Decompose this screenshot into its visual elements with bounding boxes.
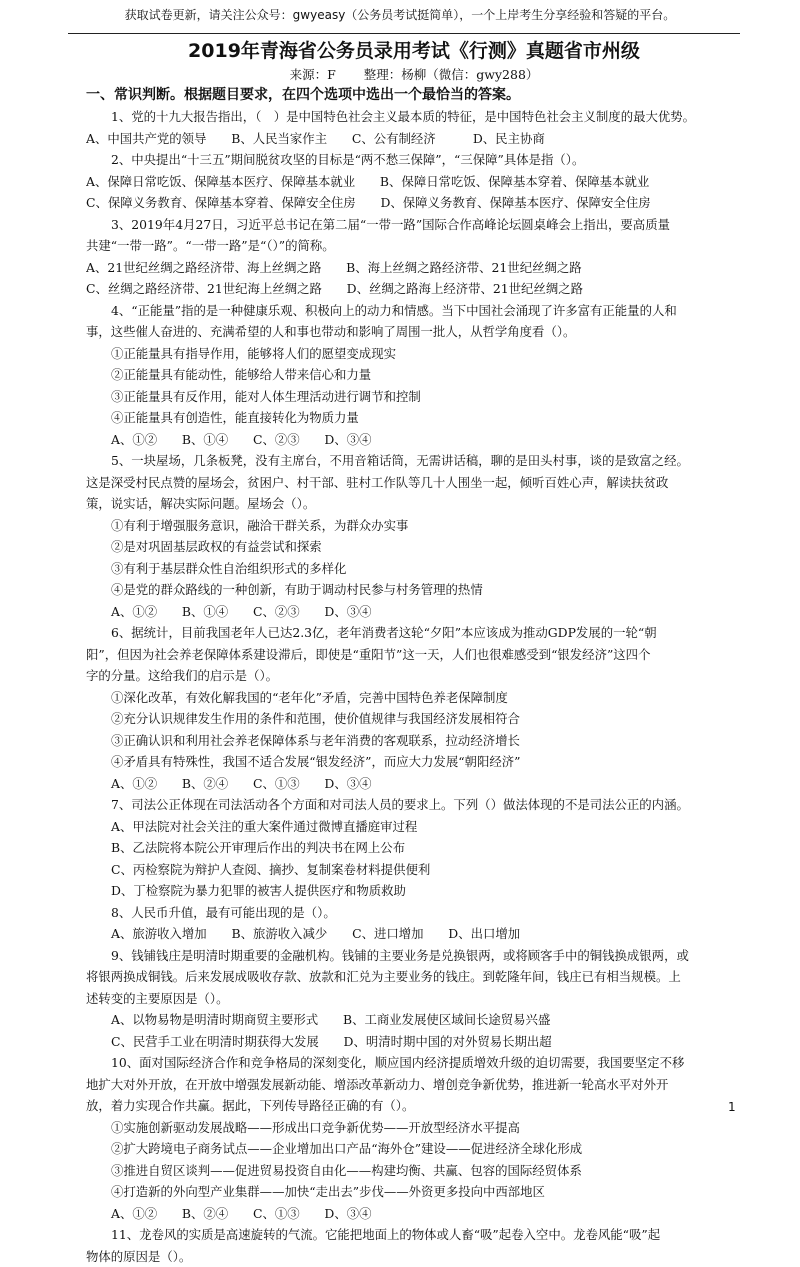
question-line: 事，这些催人奋进的、充满希望的人和事也带动和影响了周围一批人，从哲学角度看（）。 [86, 321, 742, 343]
question-line: 地扩大对外开放，在开放中增强发展新动能、增添改革新动力、增创竞争新优势，推进新一轮高水平对外开 [86, 1074, 742, 1096]
question-line: ②扩大跨境电子商务试点——企业增加出口产品“海外仓”建设——促进经济全球化形成 [86, 1138, 742, 1160]
question-line: 阳”，但因为社会养老保障体系建设滞后，即使是“重阳节”这一天，人们也很难感受到“银发经济”这四个 [86, 644, 742, 666]
question-line: A、甲法院对社会关注的重大案件通过微博直播庭审过程 [86, 816, 742, 838]
question-line: ④正能量具有创造性，能直接转化为物质力量 [86, 407, 742, 429]
question-line: 5、一块屋场，几条板凳，没有主席台，不用音箱话筒，无需讲话稿，聊的是田头村事，谈的是致富之经。 [86, 450, 742, 472]
question-line: ④是党的群众路线的一种创新，有助于调动村民参与村务管理的热情 [86, 579, 742, 601]
question-line: ①有利于增强服务意识，融洽干群关系，为群众办实事 [86, 515, 742, 537]
question-line: A、21世纪丝绸之路经济带、海上丝绸之路 B、海上丝绸之路经济带、21世纪丝绸之路 [86, 257, 742, 279]
document-page [86, 36, 742, 1267]
question-line: C、民营手工业在明清时期获得大发展 D、明清时期中国的对外贸易长期出超 [86, 1031, 742, 1053]
question-line: 策，说实话，解决实际问题。屋场会（）。 [86, 493, 742, 515]
source-editor: 整理：杨柳（微信：gwy288） [364, 67, 539, 82]
question-line: A、①② B、②④ C、①③ D、③④ [86, 773, 742, 795]
question-line: 9、钱铺钱庄是明清时期重要的金融机构。钱铺的主要业务是兑换银两，或将顾客手中的铜钱换成银两，或 [86, 945, 742, 967]
question-line: C、丙检察院为辩护人查阅、摘抄、复制案卷材料提供便利 [86, 859, 742, 881]
question-line: ②正能量具有能动性，能够给人带来信心和力量 [86, 364, 742, 386]
question-line: 这是深受村民点赞的屋场会，贫困户、村干部、驻村工作队等几十人围坐一起，倾听百姓心声，解读扶贫政 [86, 472, 742, 494]
question-line: B、乙法院将本院公开审理后作出的判决书在网上公布 [86, 837, 742, 859]
question-line: 4、“正能量”指的是一种健康乐观、积极向上的动力和情感。当下中国社会涌现了许多富有正能量的人和 [86, 300, 742, 322]
document-title: 2019年青海省公务员录用考试《行测》真题省市州级 [86, 36, 742, 66]
question-line: 将银两换成铜钱。后来发展成吸收存款、放款和汇兑为主要业务的钱庄。到乾隆年间，钱庄已有相当规模。上 [86, 966, 742, 988]
question-line: ④矛盾具有特殊性，我国不适合发展“银发经济”，而应大力发展“朝阳经济” [86, 751, 742, 773]
question-line: 6、据统计，目前我国老年人已达2.3亿，老年消费者这轮“夕阳”本应该成为推动GDP发展的一轮“朝 [86, 622, 742, 644]
question-line: ③正能量具有反作用，能对人体生理活动进行调节和控制 [86, 386, 742, 408]
question-line: ③推进自贸区谈判——促进贸易投资自由化——构建均衡、共赢、包容的国际经贸体系 [86, 1160, 742, 1182]
question-line: 述转变的主要原因是（）。 [86, 988, 742, 1010]
question-line: ④打造新的外向型产业集群——加快“走出去”步伐——外资更多投向中西部地区 [86, 1181, 742, 1203]
question-line: 10、面对国际经济合作和竞争格局的深刻变化，顺应国内经济提质增效升级的迫切需要，我国要坚定不移 [86, 1052, 742, 1074]
question-line: C、保障义务教育、保障基本穿着、保障安全住房 D、保障义务教育、保障基本医疗、保障安全住房 [86, 192, 742, 214]
question-line: A、①② B、②④ C、①③ D、③④ [86, 1203, 742, 1225]
question-line: 2、中央提出“十三五”期间脱贫攻坚的目标是“两不愁三保障”，“三保障”具体是指（）。 [86, 149, 742, 171]
question-line: 字的分量。这给我们的启示是（）。 [86, 665, 742, 687]
question-line: 共建“一带一路”。“一带一路”是“（）”的简称。 [86, 235, 742, 257]
question-line: ③正确认识和利用社会养老保障体系与老年消费的客观联系，拉动经济增长 [86, 730, 742, 752]
question-line: 放，着力实现合作共赢。据此，下列传导路径正确的有（）。 [86, 1095, 742, 1117]
header-rule [68, 33, 740, 34]
question-line: A、以物易物是明清时期商贸主要形式 B、工商业发展使区域间长途贸易兴盛 [86, 1009, 742, 1031]
question-line: 物体的原因是（）。 [86, 1246, 742, 1267]
top-banner: 获取试卷更新，请关注公众号：gwyeasy（公务员考试挺简单），一个上岸考生分享经验和答疑的平台。 [0, 0, 800, 30]
question-line: ②是对巩固基层政权的有益尝试和探索 [86, 536, 742, 558]
question-line: ①正能量具有指导作用，能够将人们的愿望变成现实 [86, 343, 742, 365]
question-line: 3、2019年4月27日，习近平总书记在第二届“一带一路”国际合作高峰论坛圆桌峰会上指出，要高质量 [86, 214, 742, 236]
section-title: 一、常识判断。根据题目要求，在四个选项中选出一个最恰当的答案。 [86, 84, 742, 106]
question-line: A、中国共产党的领导 B、人民当家作主 C、公有制经济 D、民主协商 [86, 128, 742, 150]
question-line: 11、龙卷风的实质是高速旋转的气流。它能把地面上的物体或人畜“吸”起卷入空中。龙卷风能“吸”起 [86, 1224, 742, 1246]
question-line: C、丝绸之路经济带、21世纪海上丝绸之路 D、丝绸之路海上经济带、21世纪丝绸之路 [86, 278, 742, 300]
question-line: A、旅游收入增加 B、旅游收入减少 C、进口增加 D、出口增加 [86, 923, 742, 945]
question-line: ①深化改革，有效化解我国的“老年化”矛盾，完善中国特色养老保障制度 [86, 687, 742, 709]
question-line: ①实施创新驱动发展战略——形成出口竞争新优势——开放型经济水平提高 [86, 1117, 742, 1139]
question-line: 8、人民币升值，最有可能出现的是（）。 [86, 902, 742, 924]
question-line: 7、司法公正体现在司法活动各个方面和对司法人员的要求上。下列（）做法体现的不是司法公正的内涵。 [86, 794, 742, 816]
source-line [86, 66, 742, 84]
source-from: 来源：F [290, 67, 336, 82]
question-line: A、①② B、①④ C、②③ D、③④ [86, 601, 742, 623]
question-line: ③有利于基层群众性自治组织形式的多样化 [86, 558, 742, 580]
page-number: 1 [728, 1100, 736, 1114]
question-line: A、①② B、①④ C、②③ D、③④ [86, 429, 742, 451]
question-line: D、丁检察院为暴力犯罪的被害人提供医疗和物质救助 [86, 880, 742, 902]
question-line: ②充分认识规律发生作用的条件和范围，使价值规律与我国经济发展相符合 [86, 708, 742, 730]
question-line: 1、党的十九大报告指出，（ ）是中国特色社会主义最本质的特征，是中国特色社会主义制度的最大优势。 [86, 106, 742, 128]
question-line: A、保障日常吃饭、保障基本医疗、保障基本就业 B、保障日常吃饭、保障基本穿着、保障基本就业 [86, 171, 742, 193]
question-list [86, 106, 742, 1267]
